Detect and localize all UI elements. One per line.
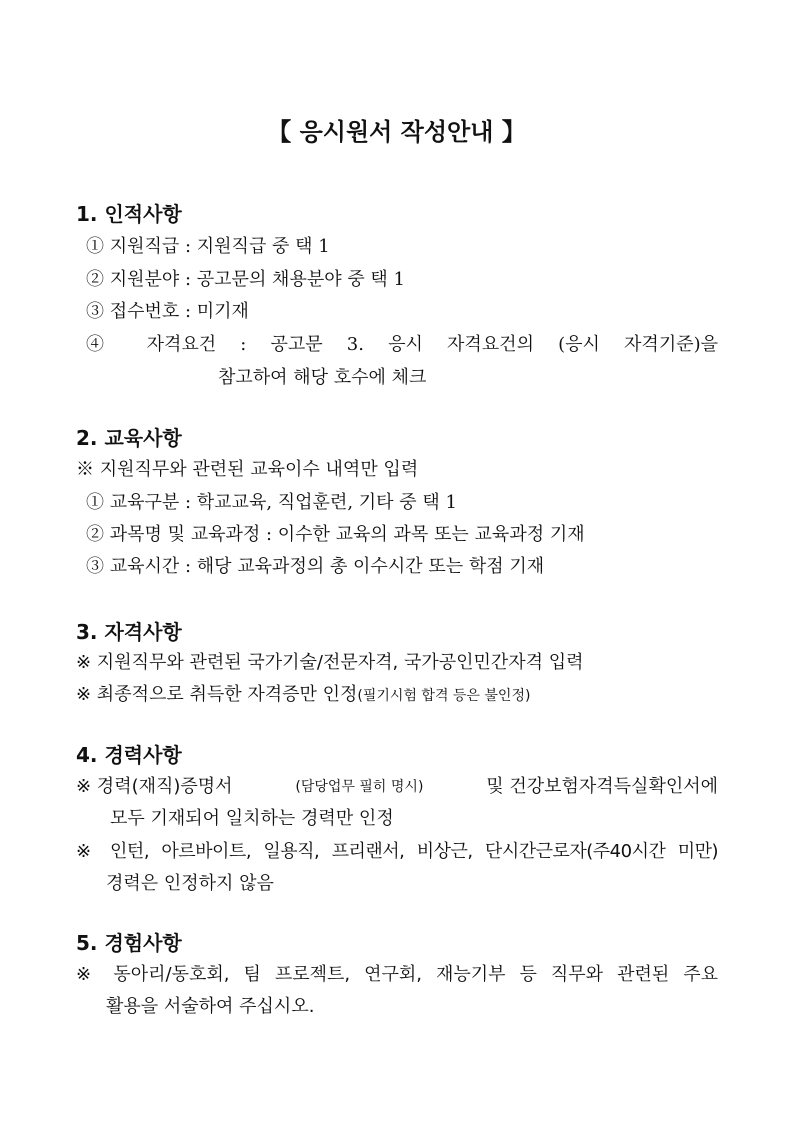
list-item: ① 교육구분 : 학교교육, 직업훈련, 기타 중 택 1 [86,492,457,513]
note-continuation: 경력은 인정하지 않음 [106,873,274,894]
note: ※ 인턴, 아르바이트, 일용직, 프리랜서, 비상근, 단시간근로자(주40시간 미만) [76,841,718,862]
section-heading: 1. 인적사항 [76,202,182,226]
note-parenthetical: (담당업무 필히 명시) [295,779,424,795]
note-text: 및 건강보험자격득실확인서에 [486,776,718,797]
section-heading: 2. 교육사항 [76,426,182,450]
note: ※ 지원직무와 관련된 국가기술/전문자격, 국가공인민간자격 입력 [76,652,584,673]
note-parenthetical: (필기시험 합격 등은 불인정) [357,688,531,704]
list-item: ① 지원직급 : 지원직급 중 택 1 [86,236,330,257]
page-title: 【 응시원서 작성안내 】 [267,118,526,146]
list-item: ③ 교육시간 : 해당 교육과정의 총 이수시간 또는 학점 기재 [86,556,545,577]
note: ※ 지원직무와 관련된 교육이수 내역만 입력 [76,459,419,480]
note-continuation: 모두 기재되어 일치하는 경력만 인정 [110,808,394,829]
note-text: ※ 최종적으로 취득한 자격증만 인정 [76,684,358,705]
list-item: ③ 접수번호 : 미기재 [86,301,249,322]
list-item: ④ 자격요건 : 공고문 3. 응시 자격요건의 (응시 자격기준)을 [86,334,718,355]
note: ※ 동아리/동호회, 팀 프로젝트, 연구회, 재능기부 등 직무와 관련된 주요 [76,964,718,985]
list-item: ② 지원분야 : 공고문의 채용분야 중 택 1 [86,269,405,290]
list-item-continuation: 참고하여 해당 호수에 체크 [218,367,427,388]
list-item: ② 과목명 및 교육과정 : 이수한 교육의 과목 또는 교육과정 기재 [86,524,585,545]
note-continuation: 활용을 서술하여 주십시오. [106,996,315,1017]
note [76,683,530,708]
note-text: ※ 경력(재직)증명서 [76,776,233,797]
section-heading: 4. 경력사항 [76,743,182,767]
note [76,775,718,799]
section-heading: 3. 자격사항 [76,620,182,644]
section-heading: 5. 경험사항 [76,931,182,955]
